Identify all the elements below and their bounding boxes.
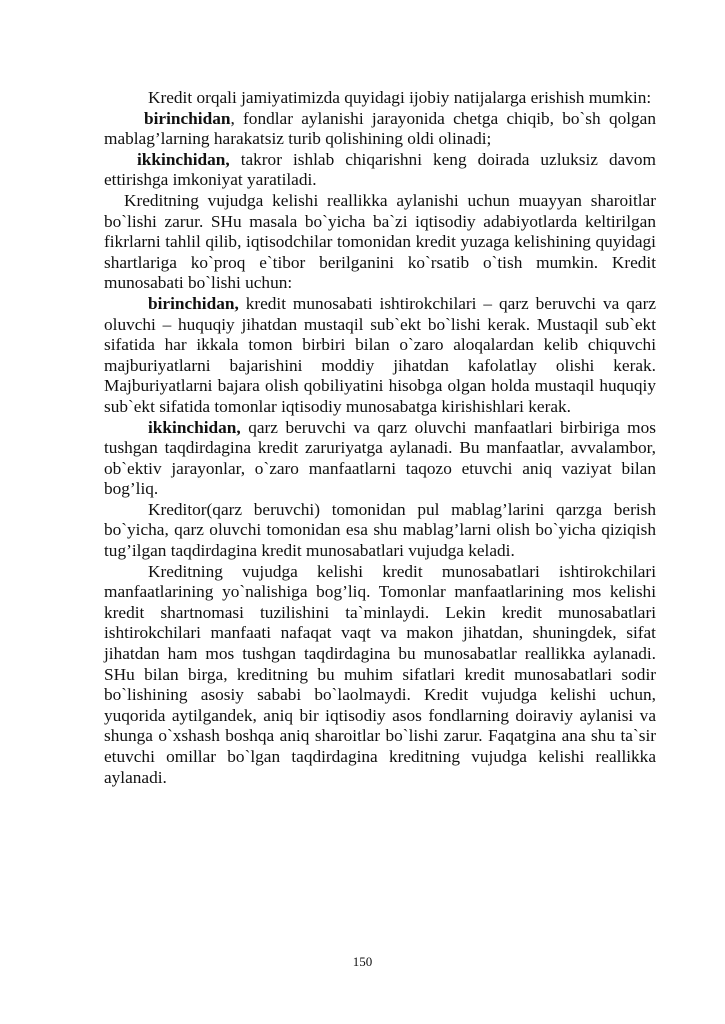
- paragraph-text: Kreditning vujudga kelishi kredit munosabatlari ishtirokchilari manfaatlarining yo`nalishiga bog’liq. Tomonlar manfaatlarining mos kelishi kredit shartnomasi tuzilishini ta`minlaydi. Lekin kredit munosabatlari ishtirokchilari manfaati nafaqat vaqt va makon jihatdan, shuningdek, sifat jihatdan ham mos tushgan taqdirdagina bu munosabatlar reallikka aylanadi. SHu bilan birga, kreditning bu muhim sifatlari kredit munosabatlari sodir bo`lishining asosiy sababi bo`laolmaydi. Kredit vujudga kelishi uchun, yuqorida aytilgandek, aniq bir iqtisodiy asos fondlarning doiraviy aylanisi va shunga o`xshash boshqa aniq sharoitlar bo`lishi zarur. Faqatgina ana shu ta`sir etuvchi omillar bo`lgan taqdirdagina kreditning vujudga kelishi reallikka aylanadi.: [104, 561, 656, 787]
- paragraph-conditions: [104, 191, 656, 294]
- paragraph-lead: ikkinchidan,: [148, 417, 241, 437]
- paragraph-text: , fondlar aylanishi jarayonida chetga chiqib, bo`sh qolgan mablag’larning harakatsiz turib qolishining oldi olinadi;: [104, 108, 656, 149]
- paragraph-birinchidan-2: [104, 294, 656, 418]
- paragraph-lead: ikkinchidan,: [137, 149, 230, 169]
- paragraph-ikkinchidan-1: [104, 150, 656, 191]
- paragraph-text: takror ishlab chiqarishni keng doirada uzluksiz davom ettirishga imkoniyat yaratiladi.: [104, 149, 656, 190]
- paragraph-ikkinchidan-2: [104, 418, 656, 500]
- page-number: 150: [352, 954, 373, 969]
- paragraph-lead: birinchidan,: [148, 293, 239, 313]
- paragraph-text: Kreditning vujudga kelishi reallikka aylanishi uchun muayyan sharoitlar bo`lishi zarur. SHu masala bo`yicha ba`zi iqtisodiy adabiyotlarda keltirilgan fikrlarni tahlil qilib, iqtisodchilar tomonidan kredit yuzaga kelishining quyidagi shartlariga ko`proq e`tibor berilganini ko`rsatib o`tish mumkin. Kredit munosabati bo`lishi uchun:: [104, 190, 656, 293]
- paragraph-text: kredit munosabati ishtirokchilari – qarz beruvchi va qarz oluvchi – huquqiy jihatdan mustaqil sub`ekt bo`lishi kerak. Mustaqil sub`ekt sifatida har ikkala tomon birbiri bilan o`zaro aloqalardan kelib chiquvchi majburiyatlarni bajarishini moddiy jihatdan kafolatlay olishi kerak. Majburiyatlarni bajara olish qobiliyatini hisobga olgan holda mustaqil huquqiy sub`ekt sifatida tomonlar iqtisodiy munosabatga kirishishlari kerak.: [104, 293, 656, 416]
- paragraph-kreditor: [104, 500, 656, 562]
- paragraph-text: Kredit orqali jamiyatimizda quyidagi ijobiy natijalarga erishish mumkin:: [148, 88, 652, 107]
- paragraph-birinchidan-1: [104, 109, 656, 150]
- paragraph-intro: [104, 88, 656, 109]
- paragraph-conclusion: [104, 562, 656, 789]
- document-body: [104, 88, 656, 788]
- paragraph-lead: birinchidan: [144, 108, 231, 128]
- paragraph-text: Kreditor(qarz beruvchi) tomonidan pul mablag’larini qarzga berish bo`yicha, qarz oluvchi tomonidan esa shu mablag’larni olish bo`yicha qiziqish tug’ilgan taqdirdagina kredit munosabatlari vujudga keladi.: [104, 499, 656, 561]
- paragraph-text: qarz beruvchi va qarz oluvchi manfaatlari birbiriga mos tushgan taqdirdagina kredit zaruriyatga aylanadi. Bu manfaatlar, avvalambor, ob`ektiv jarayonlar, o`zaro manfaatlarni taqozo etuvchi aniq vaziyat bilan bog’liq.: [104, 417, 656, 499]
